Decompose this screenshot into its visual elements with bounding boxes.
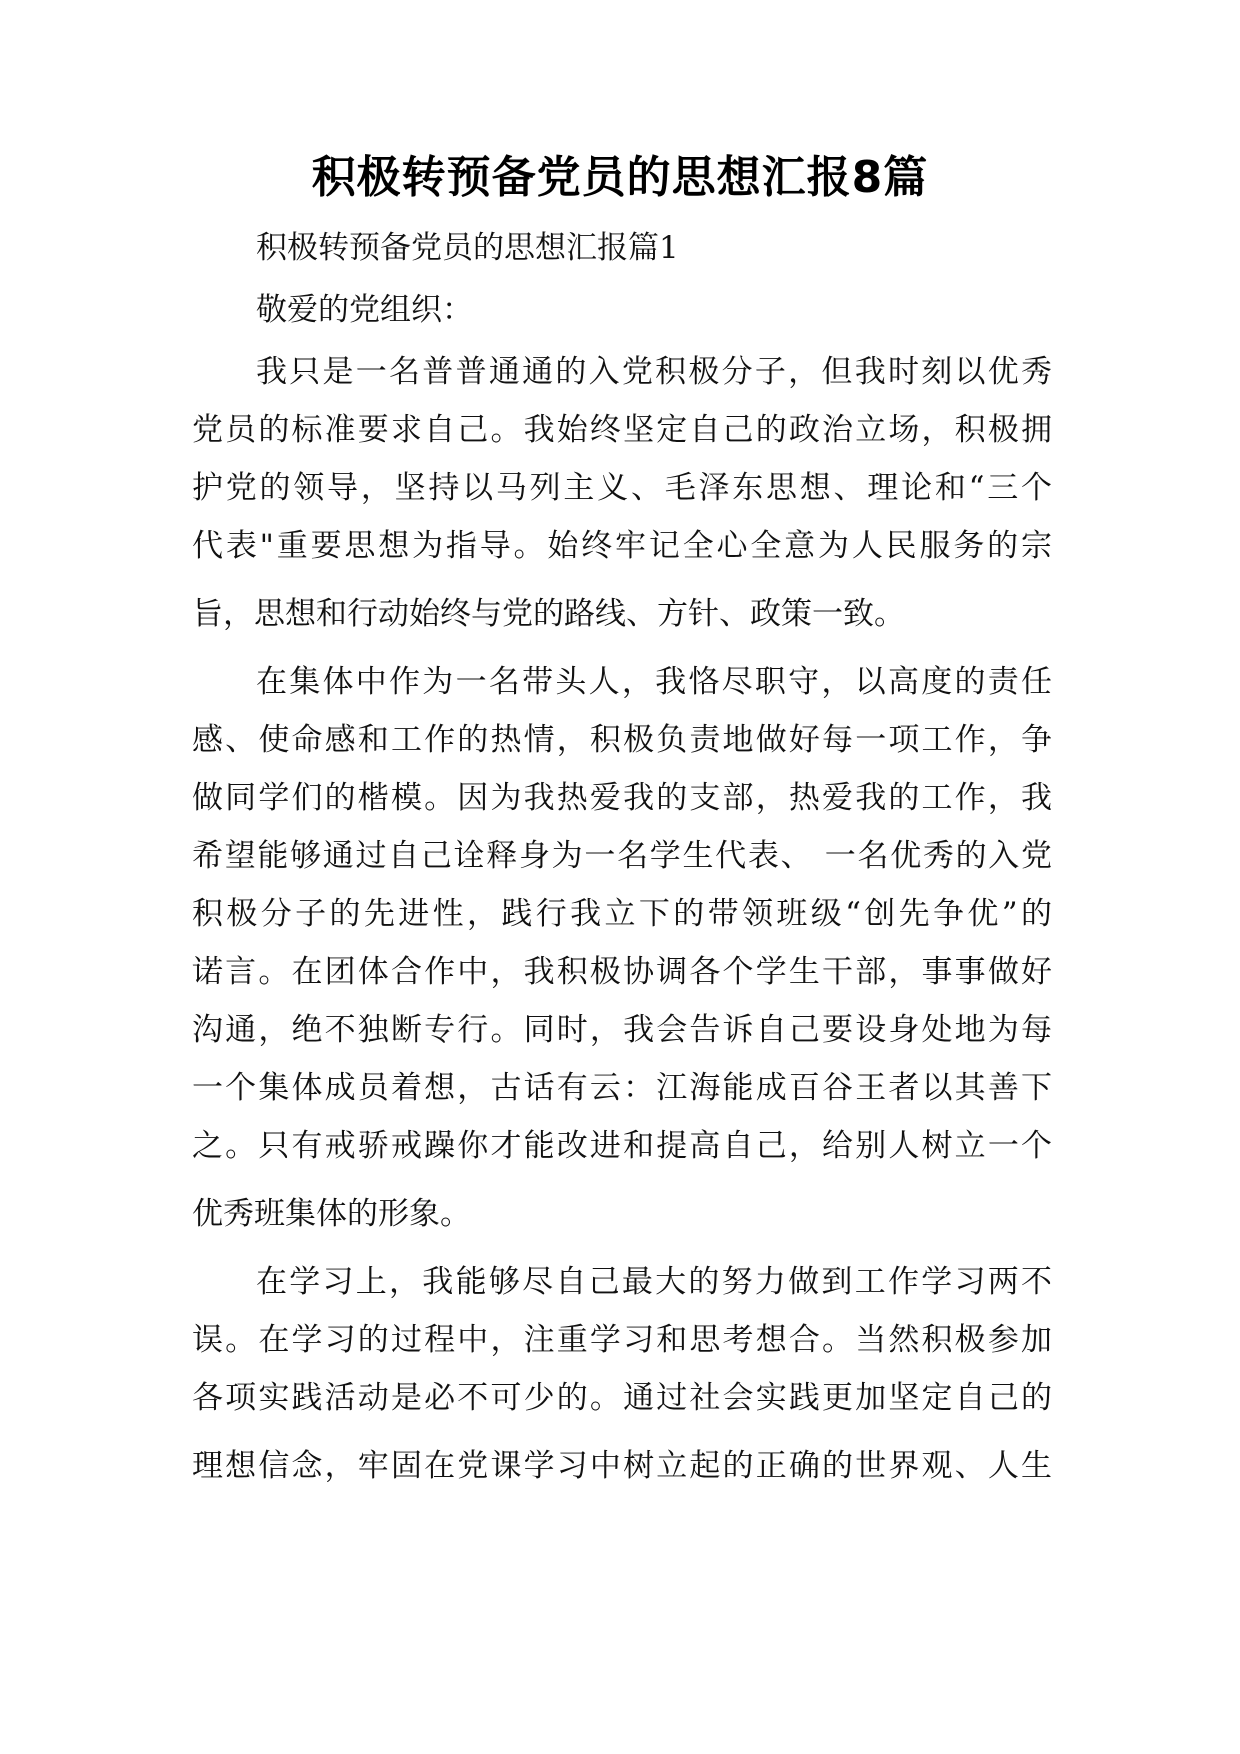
salutation: 敬爱的党组织：: [256, 292, 473, 328]
document-title: 积极转预备党员的思想汇报8篇: [311, 152, 929, 203]
section-heading: 积极转预备党员的思想汇报篇1: [256, 230, 679, 266]
paragraph-line: 优秀班集体的形象。: [192, 1196, 471, 1232]
paragraph-line: 诺言。在团体合作中，我积极协调各个学生干部，事事做好: [192, 954, 1052, 990]
paragraph-line: 各项实践活动是必不可少的。通过社会实践更加坚定自己的: [192, 1380, 1052, 1416]
paragraph-line: 一个集体成员着想，古话有云：江海能成百谷王者以其善下: [192, 1070, 1052, 1106]
paragraph-line: 希望能够通过自己诠释身为一名学生代表、 一名优秀的入党: [192, 838, 1052, 874]
paragraph-line: 在学习上，我能够尽自己最大的努力做到工作学习两不: [256, 1264, 1052, 1300]
paragraph-line: 之。只有戒骄戒躁你才能改进和提高自己，给别人树立一个: [192, 1128, 1052, 1164]
paragraph-line: 旨，思想和行动始终与党的路线、方针、政策一致。: [192, 596, 905, 632]
paragraph-line: 党员的标准要求自己。我始终坚定自己的政治立场，积极拥: [192, 412, 1052, 448]
paragraph-line: 误。在学习的过程中，注重学习和思考想合。当然积极参加: [192, 1322, 1052, 1358]
paragraph-line: 护党的领导，坚持以马列主义、毛泽东思想、理论和“三个: [192, 470, 1052, 506]
paragraph-line: 理想信念，牢固在党课学习中树立起的正确的世界观、人生: [192, 1448, 1052, 1484]
paragraph-line: 在集体中作为一名带头人，我恪尽职守，以高度的责任: [256, 664, 1052, 700]
paragraph-line: 做同学们的楷模。因为我热爱我的支部，热爱我的工作，我: [192, 780, 1052, 816]
paragraph-line: 代表"重要思想为指导。始终牢记全心全意为人民服务的宗: [192, 528, 1052, 564]
paragraph-line: 感、使命感和工作的热情，积极负责地做好每一项工作，争: [192, 722, 1052, 758]
paragraph-line: 积极分子的先进性，践行我立下的带领班级“创先争优”的: [192, 896, 1052, 932]
paragraph-line: 沟通，绝不独断专行。同时，我会告诉自己要设身处地为每: [192, 1012, 1052, 1048]
paragraph-line: 我只是一名普普通通的入党积极分子，但我时刻以优秀: [256, 354, 1052, 390]
